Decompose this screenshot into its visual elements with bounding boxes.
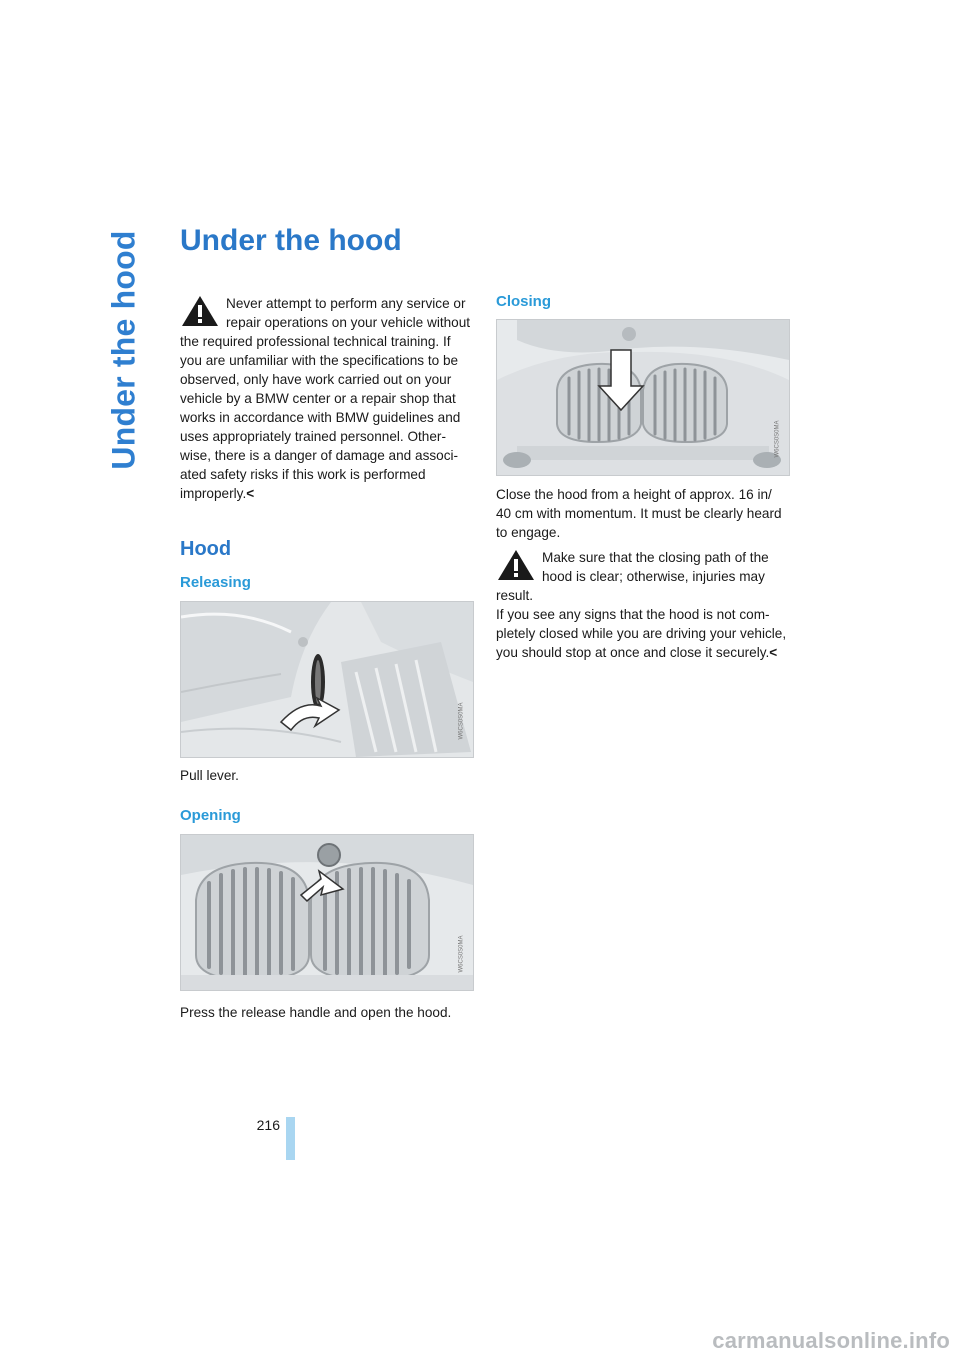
opening-caption: Press the release handle and open the hood. <box>180 1005 452 1020</box>
right-column <box>496 292 790 662</box>
end-mark: < <box>769 645 778 660</box>
side-section-title <box>94 230 154 470</box>
figure-code: W6CS0S0MA <box>774 420 781 458</box>
warning-triangle-icon <box>496 548 536 586</box>
watermark: carmanualsonline.info <box>712 1328 950 1353</box>
figure-code: W6CS0S0MA <box>458 702 465 740</box>
closing-warning <box>496 548 790 662</box>
left-column <box>180 294 474 1022</box>
figure-code: W6CS0S0MA <box>458 935 465 973</box>
section-heading-hood: Hood <box>180 538 232 560</box>
side-section-title-text: Under the hood <box>105 230 142 470</box>
page-number-bar <box>286 1117 295 1160</box>
page-title: Under the hood <box>180 224 402 257</box>
closing-warning-text: Make sure that the closing path of the hood is clear; otherwise, injuries may result. <box>496 550 769 603</box>
opening-figure <box>180 834 474 991</box>
closing-text: Close the hood from a height of approx. 16 in/ 40 cm with momentum. It must be clearly heard to engage. <box>496 487 782 540</box>
intro-warning-text: Never attempt to perform any service or repair operations on your vehicle without the required professional technical training. If you are unfamiliar with the specifications to be observed, only have work carried out on your vehicle by a BMW center or a repair shop that works in accordance with BMW guidelines and uses appropriately trained personnel. Other-wise, there is a danger of damage and associ-ated safety risks if this work is performed improperly. <box>180 296 471 501</box>
releasing-figure <box>180 601 474 758</box>
intro-warning <box>180 294 474 503</box>
closing-figure <box>496 319 790 476</box>
subheading-closing: Closing <box>496 293 551 310</box>
end-mark: < <box>246 486 255 501</box>
subheading-releasing: Releasing <box>180 574 251 591</box>
warning-triangle-icon <box>180 294 220 332</box>
subheading-opening: Opening <box>180 807 241 824</box>
releasing-caption: Pull lever. <box>180 768 239 783</box>
closing-warning-text-2: If you see any signs that the hood is not com-pletely closed while you are driving your vehicle, you should stop at once and close it securely. <box>496 607 787 660</box>
page-number: 216 <box>256 1117 280 1133</box>
